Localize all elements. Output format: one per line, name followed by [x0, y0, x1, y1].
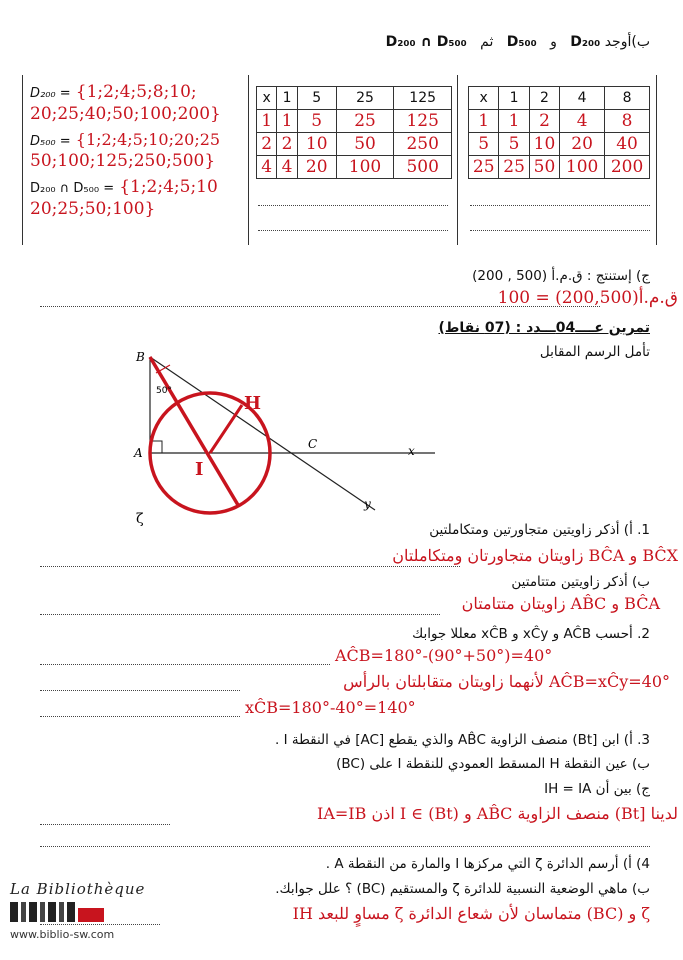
exercise-instruction: تأمل الرسم المقابل [539, 344, 650, 360]
cell: 8 [605, 110, 650, 133]
cell: 25 [336, 87, 394, 110]
cell: 5 [499, 133, 529, 156]
cell: 1 [469, 110, 499, 133]
dotted-line [40, 566, 460, 567]
right-border [656, 75, 657, 245]
answer-2-line3: xĈB=180°-40°=140° [245, 698, 416, 717]
dotted-line [40, 846, 650, 847]
answer-1b: BĈA و AB̂C زاويتان متتامتان [461, 594, 660, 613]
cell: x [469, 87, 499, 110]
answer-4b: ζ و (BC) متماسان لأن شعاع الدائرة ζ مساوٍ للبعد IH [292, 904, 650, 923]
cell: 4 [277, 156, 297, 179]
label-b: B [136, 350, 145, 364]
intersection-line1: {1;2;4;5;10 [119, 177, 218, 197]
header-d500: D₅₀₀ [506, 34, 537, 50]
logo-site: www.biblio-sw.com [10, 928, 115, 941]
dotted-line [470, 205, 650, 206]
part-c-answer: ق.م.أ(200,500) = 100 [497, 288, 678, 308]
label-i: I [195, 459, 204, 480]
dotted-line [258, 205, 448, 206]
cell: 100 [336, 156, 394, 179]
cell: 2 [277, 133, 297, 156]
d200-line1: {1;2;4;5;8;10; [75, 82, 197, 102]
cell: 10 [529, 133, 559, 156]
table-row [257, 133, 452, 156]
dotted-line [470, 230, 650, 231]
line-by [150, 357, 375, 510]
cell: 2 [257, 133, 277, 156]
cell: 25 [499, 156, 529, 179]
intersection-label: D₂₀₀ ∩ D₅₀₀ = [30, 181, 115, 196]
header-question [300, 34, 650, 50]
cell: 5 [469, 133, 499, 156]
cell: 1 [257, 110, 277, 133]
cell: 5 [297, 87, 336, 110]
label-y: y [364, 497, 371, 511]
cell: 1 [499, 87, 529, 110]
part-c-question: ج) إستنتج : ق.م.أ (500 , 200) [472, 268, 650, 284]
answer-2-line2: AĈB=xĈy=40° لأنهما زاويتان متقابلتان بالرأس [343, 672, 670, 691]
cell: x [257, 87, 277, 110]
header-and: و [550, 34, 557, 50]
segment-ih [210, 405, 242, 453]
geometry-figure [120, 345, 450, 535]
d200-line2: 20;25;40;50;100;200} [30, 104, 221, 124]
logo-bars [10, 902, 180, 922]
question-3b: ب) عين النقطة H المسقط العمودي للنقطة I على (BC) [336, 756, 650, 772]
cell: 8 [605, 87, 650, 110]
table-200-header [469, 87, 650, 110]
label-x: x [408, 444, 415, 458]
divisor-sets [30, 82, 248, 219]
question-3a: 3. أ) ابن [Bt) منصف الزاوية AB̂C والذي يقطع [AC] في النقطة I . [274, 732, 650, 748]
cell: 100 [560, 156, 605, 179]
cell: 125 [394, 110, 452, 133]
answer-2-line1: AĈB=180°-(90°+50°)=40° [335, 646, 553, 665]
d500-label: D₅₀₀ = [30, 134, 71, 149]
dotted-line [40, 690, 240, 691]
header-prefix: ب)أوجد [604, 34, 650, 50]
table-divisors-500 [256, 86, 452, 179]
cell: 1 [277, 87, 297, 110]
cell: 50 [529, 156, 559, 179]
cell: 4 [560, 87, 605, 110]
cell: 40 [605, 133, 650, 156]
d500-line1: {1;2;4;5;10;20;25 [75, 130, 221, 149]
table-row [257, 156, 452, 179]
cell: 2 [529, 87, 559, 110]
header-intersection: D₂₀₀ ∩ D₅₀₀ [385, 34, 467, 50]
cell: 500 [394, 156, 452, 179]
label-c: C [308, 437, 318, 451]
table-500-header [257, 87, 452, 110]
cell: 1 [499, 110, 529, 133]
question-1b: ب) أذكر زاويتين متتامتين [511, 574, 650, 590]
cell: 20 [297, 156, 336, 179]
question-3c: ج) بين أن IH = IA [544, 781, 650, 797]
answer-1a: BĈX و BĈA زاويتان متجاورتان ومتكاملتان [392, 546, 678, 565]
d500-line2: 50;100;125;250;500} [30, 151, 216, 171]
label-angle: 50° [156, 386, 172, 396]
label-a: A [134, 446, 143, 460]
cell: 2 [529, 110, 559, 133]
label-zeta: ζ [136, 511, 144, 527]
label-h: H [244, 393, 262, 414]
exercise-title: تمرين عــــ04ـــدد : (07 نقاط) [438, 320, 650, 336]
table-row [469, 110, 650, 133]
intersection-line2: 20;25;50;100} [30, 199, 156, 219]
dotted-line [258, 230, 448, 231]
watermark-logo [10, 880, 180, 941]
cell: 25 [336, 110, 394, 133]
header-then: ثم [480, 34, 494, 50]
answer-3c: لدينا [Bt) منصف الزاوية AB̂C و I ∈ (Bt) اذن IA=IB [317, 804, 678, 823]
cell: 4 [257, 156, 277, 179]
logo-text: La Bibliothèque [10, 880, 146, 898]
cell: 1 [277, 110, 297, 133]
dotted-line [40, 716, 240, 717]
cell: 4 [560, 110, 605, 133]
table-row [469, 156, 650, 179]
cell: 10 [297, 133, 336, 156]
cell: 25 [469, 156, 499, 179]
divider-1 [248, 75, 249, 245]
table-row [257, 110, 452, 133]
dotted-line [40, 824, 170, 825]
cell: 20 [560, 133, 605, 156]
left-border [22, 75, 23, 245]
cell: 5 [297, 110, 336, 133]
question-4a: 4) أ) أرسم الدائرة ζ التي مركزها I والمارة من النقطة A . [325, 856, 650, 872]
dotted-line [40, 664, 330, 665]
d200-label: D₂₀₀ = [30, 86, 71, 101]
question-2: 2. أحسب AĈB و xĈy و xĈB معللا جوابك [412, 626, 650, 642]
cell: 50 [336, 133, 394, 156]
header-d200: D₂₀₀ [570, 34, 601, 50]
cell: 200 [605, 156, 650, 179]
table-row [469, 133, 650, 156]
dotted-line [40, 614, 440, 615]
question-4b: ب) ماهي الوضعية النسبية للدائرة ζ والمستقيم (BC) ؟ علل جوابك. [275, 881, 650, 897]
cell: 250 [394, 133, 452, 156]
question-1a: 1. أ) أذكر زاويتين متجاورتين ومتكاملتين [429, 522, 650, 538]
table-divisors-200 [468, 86, 650, 179]
cell: 125 [394, 87, 452, 110]
divider-2 [457, 75, 458, 245]
